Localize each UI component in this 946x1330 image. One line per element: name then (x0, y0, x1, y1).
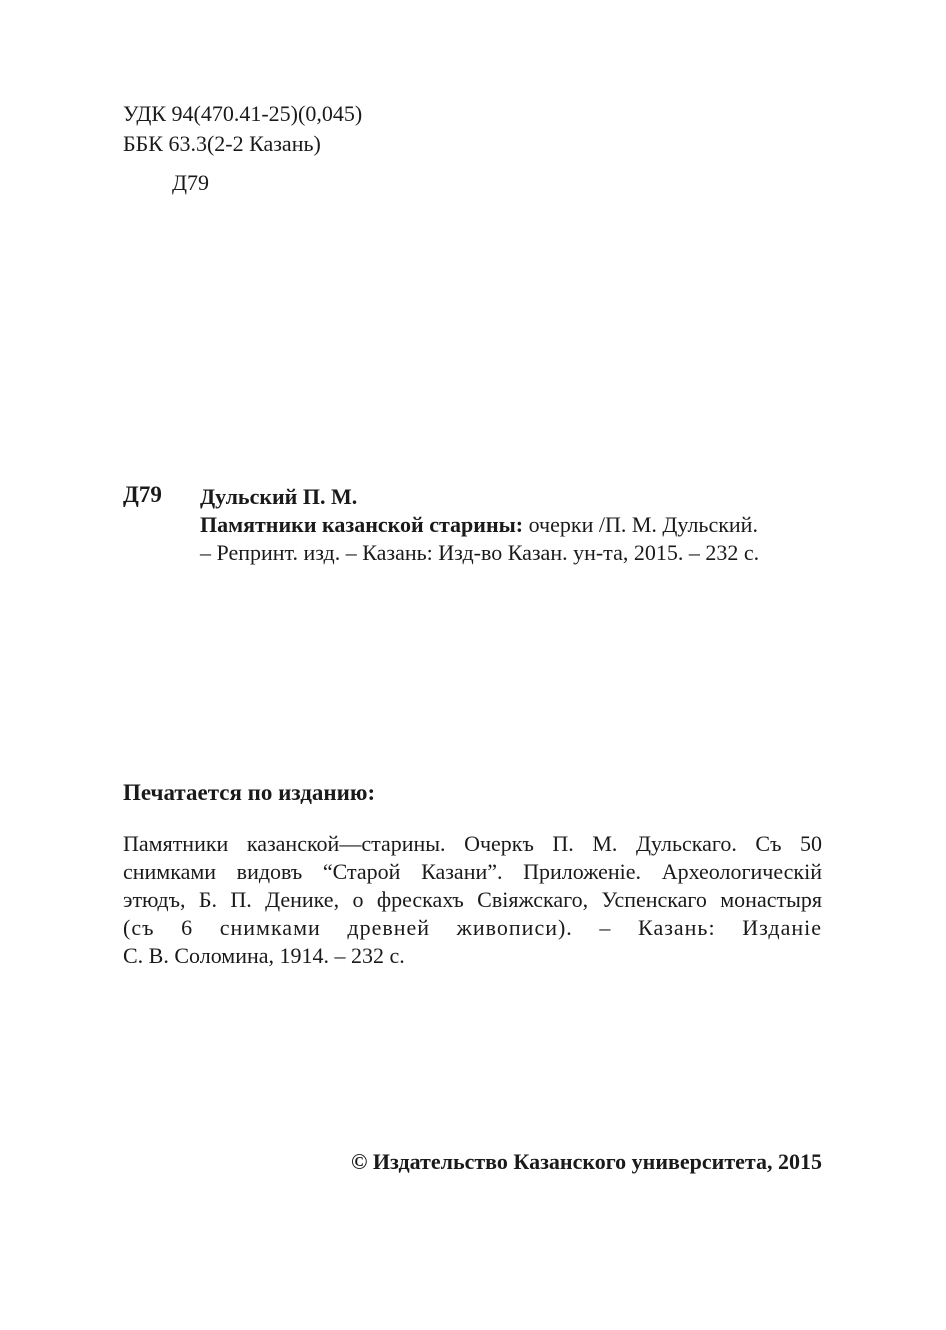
catalog-title-rest: очерки /П. М. Дульский. (523, 512, 758, 537)
reprint-source-line: снимками видовъ “Старой Казани”. Приложеніе. Археологическій (123, 859, 822, 884)
catalog-title-line (200, 510, 758, 540)
reprint-source-line: (съ 6 снимками древней живописи). – Казань: Изданіе (123, 915, 822, 940)
catalog-author: Дульский П. М. (200, 484, 358, 509)
catalog-author-mark: Д79 (123, 482, 162, 507)
reprint-source-line: Памятники казанской—старины. Очеркъ П. М. Дульскаго. Съ 50 (123, 831, 822, 856)
catalog-publication: – Репринт. изд. – Казань: Изд-во Казан. ун-та, 2015. – 232 с. (200, 540, 760, 565)
author-mark-top: Д79 (172, 170, 210, 195)
reprint-source-line: этюдъ, Б. П. Денике, о фрескахъ Свіяжскаго, Успенскаго монастыря (123, 887, 822, 912)
copyright-notice: © Издательство Казанского университета, 2015 (351, 1149, 822, 1174)
bbk-code: ББК 63.3(2-2 Казань) (123, 131, 321, 156)
catalog-title: Памятники казанской старины: (200, 512, 524, 537)
reprint-source-line: С. В. Соломина, 1914. – 232 с. (123, 943, 405, 968)
reprint-heading: Печатается по изданию: (123, 780, 376, 805)
udk-code: УДК 94(470.41-25)(0,045) (123, 101, 363, 126)
